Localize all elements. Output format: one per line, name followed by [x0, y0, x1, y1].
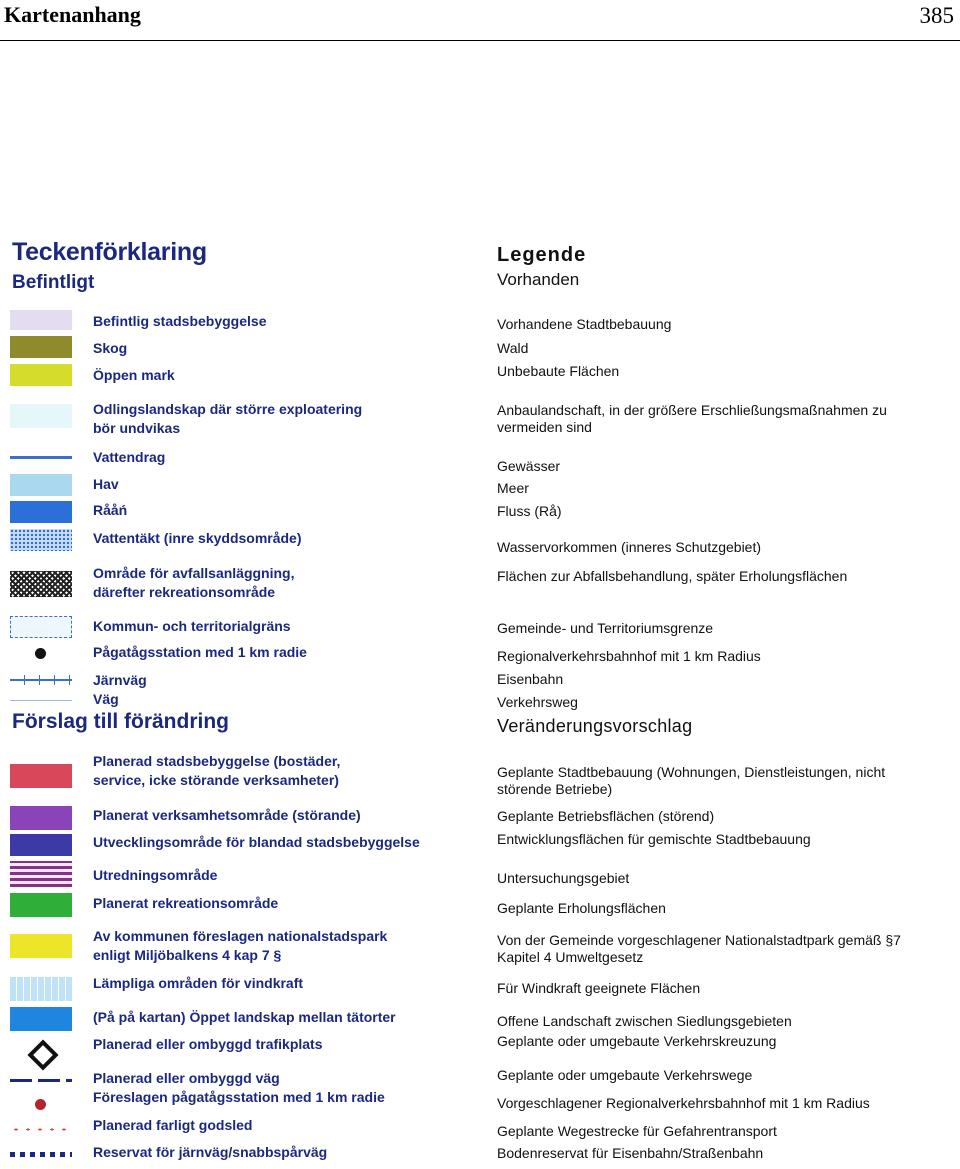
de-item-label: Wasservorkommen (inneres Schutzgebiet) [497, 539, 762, 555]
sv-item-label: Befintlig stadsbebyggelse [93, 313, 267, 329]
symbol-planned-road [10, 1079, 72, 1082]
de-item-label: Gemeinde- und Territoriumsgrenze [497, 620, 714, 636]
de-item-label: Verkehrsweg [497, 694, 578, 710]
swedish-legend-title: Teckenförklaring [12, 238, 207, 266]
de-item-label: Für Windkraft geeignete Flächen [497, 980, 701, 996]
german-legend-section-change: Veränderungsvorschlag [497, 716, 693, 736]
sv-item-label: Område för avfallsanläggning, därefter rekreationsområde [93, 565, 295, 600]
sv-item-label: Pågatågsstation med 1 km radie [93, 644, 307, 660]
de-item-label: Geplante Betriebsflächen (störend) [497, 808, 715, 824]
german-legend-title: Legende [497, 244, 587, 266]
de-item-label: Meer [497, 480, 529, 496]
de-item-label: Von der Gemeinde vorgeschlagener Nationalstadtpark gemäß §7 Kapitel 4 Umweltgesetz [497, 932, 901, 965]
de-item-label: Bodenreservat für Eisenbahn/Straßenbahn [497, 1145, 764, 1161]
symbol-railway-ticks [10, 675, 72, 685]
sv-item-label: Utvecklingsområde för blandad stadsbebyggelse [93, 834, 420, 850]
swatch-sea [10, 474, 72, 496]
swatch-farmland [10, 404, 72, 428]
german-legend-subtitle: Vorhanden [497, 270, 580, 289]
sv-item-label: Rååń [93, 502, 128, 518]
sv-item-label: (På på kartan) Öppet landskap mellan tätorter [93, 1009, 396, 1025]
de-item-label: Geplante oder umgebaute Verkehrswege [497, 1067, 753, 1083]
symbol-traffic-junction-icon [27, 1039, 58, 1070]
swatch-wind-power [10, 977, 72, 1001]
sv-item-label: Planerat verksamhetsområde (störande) [93, 807, 361, 823]
swatch-planned-urban [10, 764, 72, 788]
sv-item-label: Reservat för järnväg/snabbspårväg [93, 1144, 328, 1160]
symbol-planned-station-dot [35, 1099, 46, 1110]
de-item-label: Entwicklungsflächen für gemischte Stadtbebauung [497, 831, 811, 847]
swatch-open-landscape [10, 1007, 72, 1031]
sv-item-label: Vattendrag [93, 449, 166, 465]
de-item-label: Vorhandene Stadtbebauung [497, 316, 672, 332]
swatch-existing-urban [10, 310, 72, 330]
sv-item-label: Odlingslandskap där större exploatering bör undvikas [93, 401, 363, 436]
de-item-label: Vorgeschlagener Regionalverkehrsbahnhof mit 1 km Radius [497, 1095, 870, 1111]
symbol-rail-reserve [10, 1152, 72, 1157]
de-item-label: Offene Landschaft zwischen Siedlungsgebieten [497, 1013, 792, 1029]
sv-item-label: Kommun- och territorialgräns [93, 618, 291, 634]
sv-item-label: Järnväg [93, 672, 147, 688]
de-item-label: Geplante Erholungsflächen [497, 900, 666, 916]
sv-item-label: Planerad eller ombyggd trafikplats [93, 1036, 323, 1052]
symbol-watercourse [10, 456, 72, 459]
de-item-label: Regionalverkehrsbahnhof mit 1 km Radius [497, 648, 761, 664]
swatch-forest [10, 336, 72, 358]
sv-item-label: Planerad eller ombyggd väg [93, 1070, 280, 1086]
swatch-national-park [10, 934, 72, 958]
de-item-label: Flächen zur Abfallsbehandlung, später Erholungsflächen [497, 568, 848, 584]
de-item-label: Gewässer [497, 458, 561, 474]
page-title: Kartenanhang [4, 2, 141, 27]
symbol-road [10, 700, 72, 701]
de-item-label: Anbaulandschaft, in der größere Erschließungsmaßnahmen zu vermeiden sind [497, 402, 887, 435]
de-item-label: Geplante oder umgebaute Verkehrskreuzung [497, 1033, 777, 1049]
swatch-planned-business [10, 806, 72, 830]
symbol-hazard-route [10, 1127, 72, 1132]
swatch-waste-area [10, 571, 72, 597]
symbol-station-dot [35, 648, 46, 659]
sv-item-label: Utredningsområde [93, 867, 218, 883]
swatch-investigation-area [10, 861, 72, 887]
swedish-legend-subtitle: Befintligt [12, 272, 95, 293]
sv-item-label: Av kommunen föreslagen nationalstadspark enligt Miljöbalkens 4 kap 7 § [93, 928, 388, 963]
de-item-label: Fluss (Rå) [497, 503, 562, 519]
de-item-label: Geplante Stadtbebauung (Wohnungen, Dienstleistungen, nicht störende Betriebe) [497, 764, 886, 797]
sv-item-label: Vattentäkt (inre skyddsområde) [93, 530, 302, 546]
de-item-label: Unbebaute Flächen [497, 363, 620, 379]
swatch-open-land [10, 364, 72, 386]
sv-item-label: Öppen mark [93, 367, 175, 383]
sv-item-label: Skog [93, 340, 128, 356]
de-item-label: Eisenbahn [497, 671, 564, 687]
de-item-label: Wald [497, 340, 529, 356]
symbol-municipal-border [10, 616, 72, 638]
sv-item-label: Lämpliga områden för vindkraft [93, 975, 304, 991]
sv-item-label: Föreslagen pågatågsstation med 1 km radie [93, 1089, 385, 1105]
sv-item-label: Planerat rekreationsområde [93, 895, 279, 911]
de-item-label: Geplante Wegestrecke für Gefahrentransport [497, 1123, 777, 1139]
sv-item-label: Planerad farligt godsled [93, 1117, 253, 1133]
swatch-river [10, 501, 72, 523]
sv-item-label: Hav [93, 476, 119, 492]
swatch-water-protection [10, 529, 72, 551]
swatch-mixed-development [10, 834, 72, 856]
sv-item-label: Planerad stadsbebyggelse (bostäder, service, icke störande verksamheter) [93, 753, 341, 788]
swedish-legend-section-change: Förslag till förändring [12, 710, 230, 733]
sv-item-label: Väg [93, 691, 119, 707]
swatch-recreation [10, 893, 72, 917]
page-header [0, 0, 960, 41]
page-number: 385 [919, 3, 954, 28]
de-item-label: Untersuchungsgebiet [497, 870, 630, 886]
